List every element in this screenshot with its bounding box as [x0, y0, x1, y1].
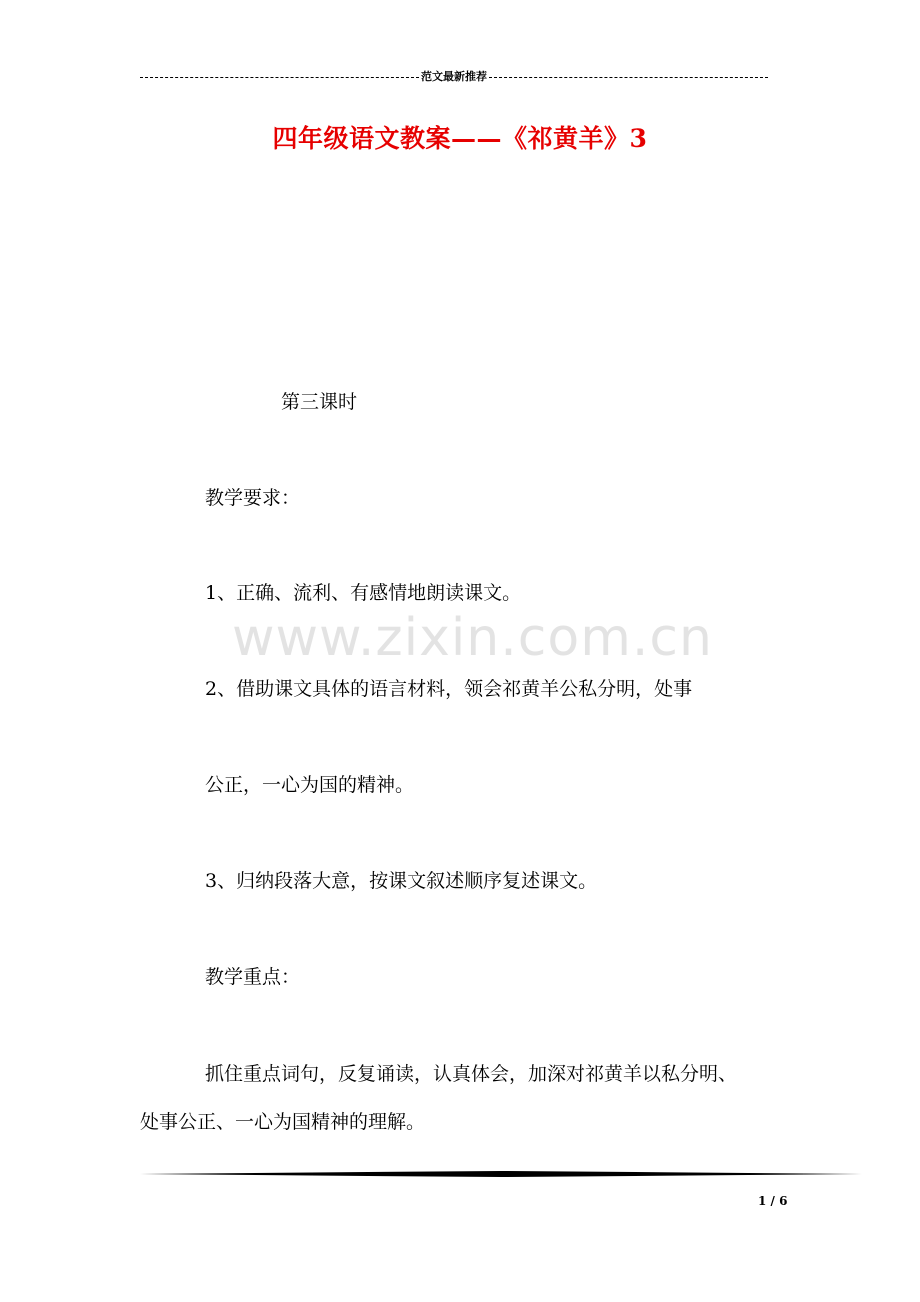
header-dash-right — [489, 77, 768, 78]
requirements-heading: 教学要求： — [205, 487, 301, 509]
keypoints-heading: 教学重点： — [205, 966, 301, 988]
requirement-item-3: 3、归纳段落大意，按课文叙述顺序复述课文。 — [205, 870, 598, 892]
document-title: 四年级语文教案——《祁黄羊》3 — [272, 124, 648, 153]
keypoints-line-2: 处事公正、一心为国精神的理解。 — [140, 1111, 426, 1133]
requirement-item-2-line-1: 2、借助课文具体的语言材料，领会祁黄羊公私分明，处事 — [205, 678, 693, 700]
lesson-label: 第三课时 — [281, 391, 358, 413]
header-label: 范文最新推荐 — [421, 70, 487, 83]
header-dash-left — [140, 77, 419, 78]
running-header — [140, 70, 768, 84]
keypoints-line-1: 抓住重点词句，反复诵读，认真体会，加深对祁黄羊以私分明、 — [205, 1063, 738, 1085]
requirement-item-1: 1、正确、流利、有感情地朗读课文。 — [205, 582, 522, 604]
watermark: www.zixin.com.cn — [232, 608, 713, 668]
requirement-item-2-line-2: 公正，一心为国的精神。 — [205, 774, 415, 796]
page-number: 1 / 6 — [758, 1194, 788, 1208]
footer-rule — [140, 1171, 862, 1177]
